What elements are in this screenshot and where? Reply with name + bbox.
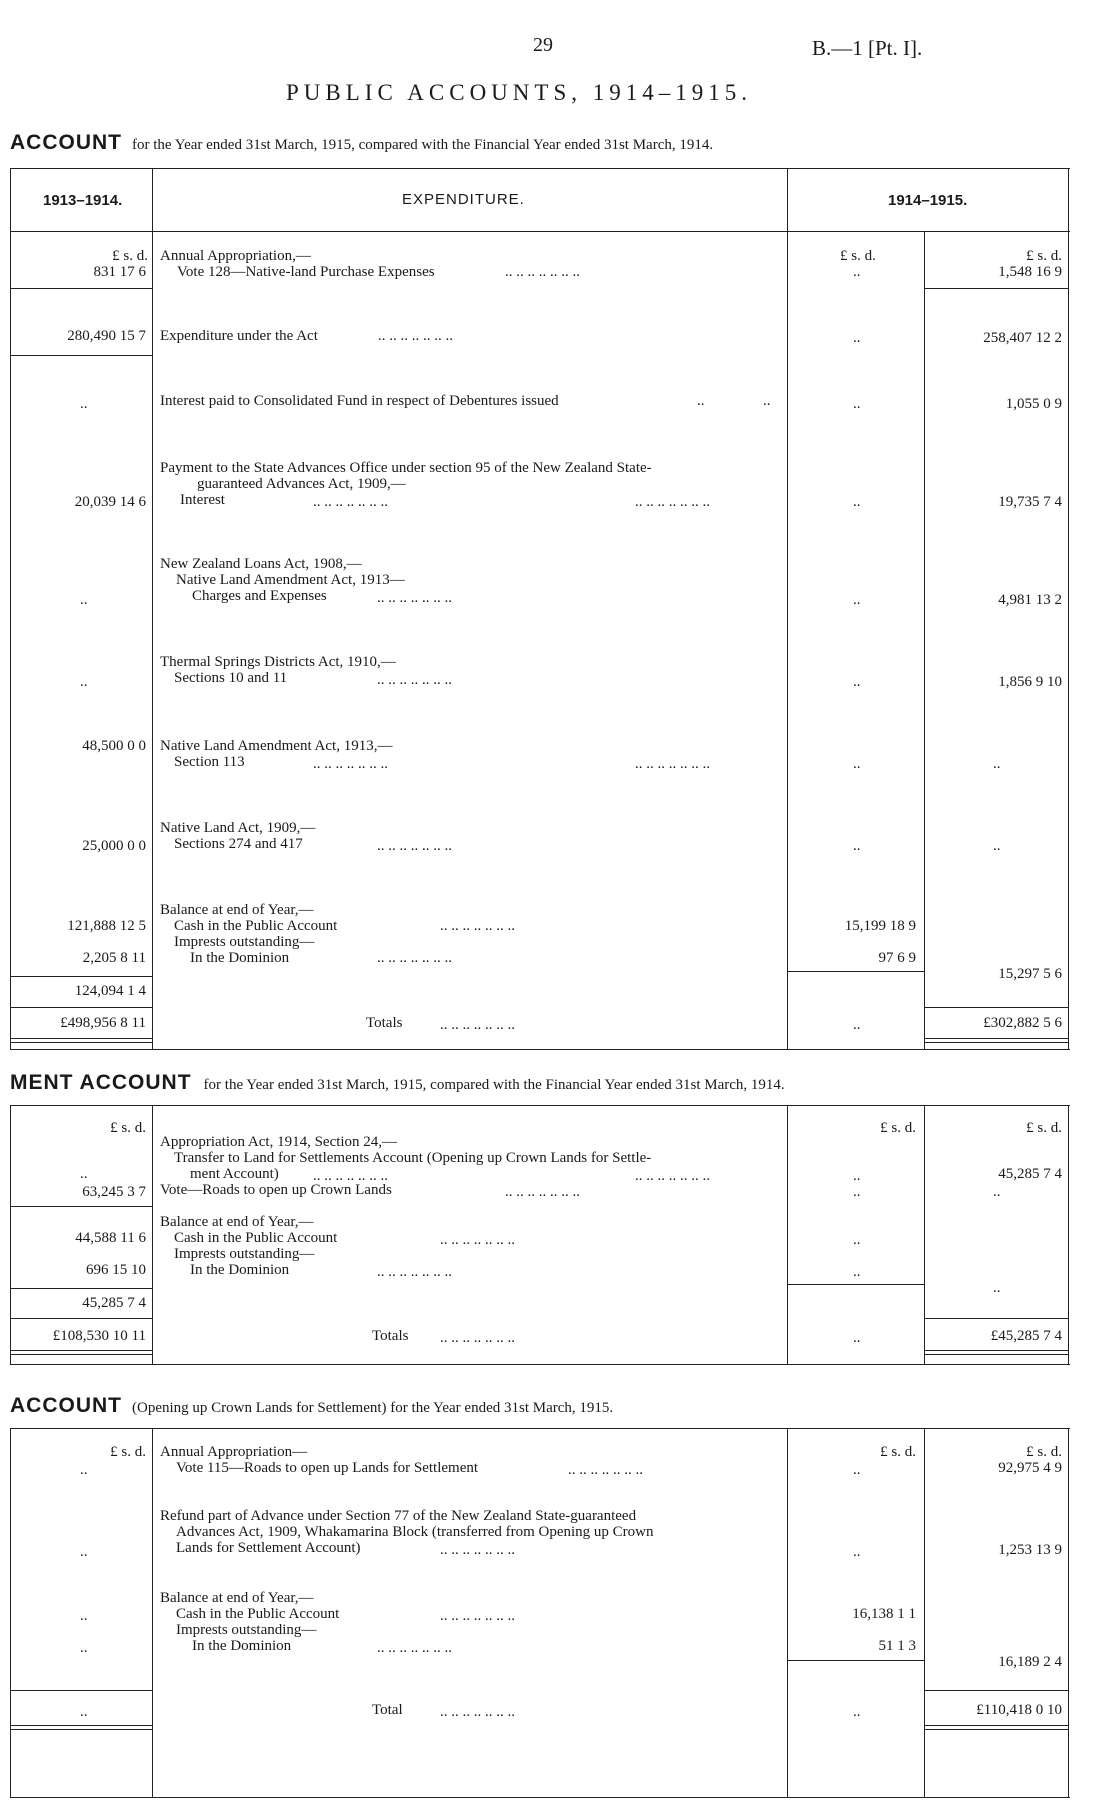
- s3-r3-mid2: 51 1 3: [878, 1638, 916, 1654]
- s1-r3-leader: ..: [697, 393, 705, 409]
- col-expenditure: EXPENDITURE.: [402, 191, 525, 208]
- s3-total-cur: £110,418 0 10: [976, 1702, 1062, 1718]
- s3-r3-leader2: .. .. .. .. .. .. ..: [377, 1640, 452, 1656]
- s2-mid-head: £ s. d.: [880, 1120, 916, 1136]
- s3-r2-line3: Lands for Settlement Account): [176, 1540, 361, 1556]
- section-1-subtitle: for the Year ended 31st March, 1915, compared with the Financial Year ended 31st March, 1914.: [132, 137, 714, 153]
- s1-r4-prev: 20,039 14 6: [74, 494, 146, 510]
- page-title: PUBLIC ACCOUNTS, 1914–1915.: [286, 80, 752, 105]
- s1-r4-leader: .. .. .. .. .. .. ..: [313, 494, 388, 510]
- s3-r1-leader: .. .. .. .. .. .. ..: [568, 1462, 643, 1478]
- section-1-title: ACCOUNT: [10, 131, 122, 154]
- mid-currency-head: £ s. d.: [840, 248, 876, 264]
- s3-r3-line3: Imprests outstanding—: [176, 1622, 317, 1638]
- s3-prev-head: £ s. d.: [110, 1444, 146, 1460]
- s1-r9-prev2: 2,205 8 11: [82, 950, 146, 966]
- s1-r7-line2: Section 113: [174, 754, 245, 770]
- s1-total-leader: .. .. .. .. .. .. ..: [440, 1017, 515, 1033]
- s1-r2-mid: ..: [853, 330, 861, 346]
- s2-r3-leader: .. .. .. .. .. .. ..: [440, 1232, 515, 1248]
- s2-r2-mid: ..: [853, 1184, 861, 1200]
- s2-r3-leader2: .. .. .. .. .. .. ..: [377, 1264, 452, 1280]
- s1-r4-cur: 19,735 7 4: [998, 494, 1062, 510]
- s3-r3-line2: Cash in the Public Account: [176, 1606, 340, 1622]
- s3-r1-cur: 92,975 4 9: [998, 1460, 1062, 1476]
- section-3-subtitle: (Opening up Crown Lands for Settlement) for the Year ended 31st March, 1915.: [132, 1400, 614, 1416]
- s1-r1-line2: Vote 128—Native-land Purchase Expenses: [177, 264, 435, 280]
- s1-r5-prev: ..: [80, 592, 88, 608]
- s1-r2-line1: Expenditure under the Act: [160, 328, 318, 344]
- s3-r2-cur: 1,253 13 9: [998, 1542, 1062, 1558]
- s2-r1-line1: Appropriation Act, 1914, Section 24,—: [160, 1134, 398, 1150]
- s1-r6-line2: Sections 10 and 11: [174, 670, 288, 686]
- s1-r9-line3: Imprests outstanding—: [174, 934, 315, 950]
- section-3-heading: [10, 1394, 613, 1418]
- s2-r1-leader2: .. .. .. .. .. .. ..: [635, 1168, 710, 1184]
- section-2-title: MENT ACCOUNT: [10, 1071, 192, 1094]
- s2-r3-cur: ..: [993, 1280, 1001, 1296]
- s2-r3-prev1: 44,588 11 6: [75, 1230, 146, 1246]
- s1-r4-line2: guaranteed Advances Act, 1909,—: [197, 476, 406, 492]
- s1-r9-line1: Balance at end of Year,—: [160, 902, 314, 918]
- s3-r3-prev1: ..: [80, 1608, 88, 1624]
- s3-r3-line4: In the Dominion: [192, 1638, 292, 1654]
- s2-r2-line1: Vote—Roads to open up Crown Lands: [160, 1182, 392, 1198]
- s1-r7-leader2: .. .. .. .. .. .. ..: [635, 756, 710, 772]
- s1-r5-line1: New Zealand Loans Act, 1908,—: [160, 556, 362, 572]
- s3-r3-line1: Balance at end of Year,—: [160, 1590, 314, 1606]
- s1-r9-cur: 15,297 5 6: [998, 966, 1062, 982]
- s3-r3-leader: .. .. .. .. .. .. ..: [440, 1608, 515, 1624]
- col-1914-1915: 1914–1915.: [888, 192, 968, 209]
- s1-r7-cur: ..: [993, 756, 1001, 772]
- s1-r8-cur: ..: [993, 838, 1001, 854]
- s1-r1-cur: 1,548 16 9: [998, 264, 1062, 280]
- section-2-heading: [10, 1071, 785, 1095]
- s1-r3-prev: ..: [80, 396, 88, 412]
- s2-total-label: Totals: [372, 1328, 409, 1344]
- s1-total-mid: ..: [853, 1017, 861, 1033]
- s1-r9-leader: .. .. .. .. .. .. ..: [440, 918, 515, 934]
- s1-r6-mid: ..: [853, 674, 861, 690]
- s1-r4-line1: Payment to the State Advances Office under section 95 of the New Zealand State-: [160, 460, 652, 476]
- s1-r4-mid: ..: [853, 494, 861, 510]
- s1-r1-line1: Annual Appropriation,—: [160, 248, 311, 264]
- s1-r9-prev-sum: 124,094 1 4: [74, 983, 146, 999]
- s1-r1-prev: 831 17 6: [93, 264, 146, 280]
- s3-r2-leader: .. .. .. .. .. .. ..: [440, 1542, 515, 1558]
- page-number: 29: [533, 34, 553, 56]
- s3-r2-prev: ..: [80, 1544, 88, 1560]
- s2-total-cur: £45,285 7 4: [990, 1328, 1062, 1344]
- s2-r2-leader: .. .. .. .. .. .. ..: [505, 1184, 580, 1200]
- s1-r8-prev: 25,000 0 0: [82, 838, 146, 854]
- s1-r1-leader: .. .. .. .. .. .. ..: [505, 264, 580, 280]
- s3-r2-line2: Advances Act, 1909, Whakamarina Block (transferred from Opening up Crown: [176, 1524, 654, 1540]
- s1-r6-leader: .. .. .. .. .. .. ..: [377, 672, 452, 688]
- s1-r2-leader: .. .. .. .. .. .. ..: [378, 328, 453, 344]
- s1-r1-mid: ..: [853, 264, 861, 280]
- page-reference: B.—1 [Pt. I].: [812, 36, 923, 60]
- s3-r3-cur: 16,189 2 4: [998, 1654, 1062, 1670]
- s2-total-mid: ..: [853, 1330, 861, 1346]
- s2-r3-mid1: ..: [853, 1232, 861, 1248]
- s1-r3-mid: ..: [853, 396, 861, 412]
- s3-r1-line2: Vote 115—Roads to open up Lands for Settlement: [176, 1460, 479, 1476]
- s1-r5-line2: Native Land Amendment Act, 1913—: [176, 572, 405, 588]
- s3-r1-prev: ..: [80, 1462, 88, 1478]
- s2-r1-leader: .. .. .. .. .. .. ..: [313, 1168, 388, 1184]
- s1-r6-cur: 1,856 9 10: [998, 674, 1062, 690]
- cur-currency-head: £ s. d.: [1026, 248, 1062, 264]
- s1-r5-cur: 4,981 13 2: [998, 592, 1062, 608]
- s1-r7-prev: 48,500 0 0: [82, 738, 146, 754]
- s1-r7-mid: ..: [853, 756, 861, 772]
- s3-r3-prev2: ..: [80, 1640, 88, 1656]
- s2-r1-cur: 45,285 7 4: [998, 1166, 1062, 1182]
- section-1-heading: [10, 131, 713, 155]
- s1-r9-mid2: 97 6 9: [878, 950, 916, 966]
- s1-r3-line1: Interest paid to Consolidated Fund in respect of Debentures issued: [160, 393, 559, 409]
- s2-total-prev: £108,530 10 11: [52, 1328, 146, 1344]
- s1-r6-line1: Thermal Springs Districts Act, 1910,—: [160, 654, 396, 670]
- section-3-title: ACCOUNT: [10, 1394, 122, 1417]
- s1-r3-cur: 1,055 0 9: [1005, 396, 1062, 412]
- s2-r3-line3: Imprests outstanding—: [174, 1246, 315, 1262]
- s3-mid-head: £ s. d.: [880, 1444, 916, 1460]
- s1-r9-leader2: .. .. .. .. .. .. ..: [377, 950, 452, 966]
- s2-r3-mid2: ..: [853, 1264, 861, 1280]
- s3-cur-head: £ s. d.: [1026, 1444, 1062, 1460]
- s1-r9-mid1: 15,199 18 9: [844, 918, 916, 934]
- s2-r1-prev: ..: [80, 1166, 88, 1182]
- s1-r7-leader: .. .. .. .. .. .. ..: [313, 756, 388, 772]
- s2-total-leader: .. .. .. .. .. .. ..: [440, 1330, 515, 1346]
- s1-r3-leader2: ..: [763, 393, 771, 409]
- s3-total-leader: .. .. .. .. .. .. ..: [440, 1704, 515, 1720]
- s3-r1-line1: Annual Appropriation—: [160, 1444, 308, 1460]
- s2-r1-line2: Transfer to Land for Settlements Account (Opening up Crown Lands for Settle-: [174, 1150, 652, 1166]
- s3-r2-line1: Refund part of Advance under Section 77 of the New Zealand State-guaranteed: [160, 1508, 637, 1524]
- prev-currency-head: £ s. d.: [112, 248, 148, 264]
- s2-r3-line2: Cash in the Public Account: [174, 1230, 338, 1246]
- s2-r3-line4: In the Dominion: [190, 1262, 290, 1278]
- s2-r3-prev-sum: 45,285 7 4: [82, 1295, 146, 1311]
- s3-total-mid: ..: [853, 1704, 861, 1720]
- s1-r7-line1: Native Land Amendment Act, 1913,—: [160, 738, 393, 754]
- s1-r9-line2: Cash in the Public Account: [174, 918, 338, 934]
- s3-r2-mid: ..: [853, 1544, 861, 1560]
- s1-r5-line3: Charges and Expenses: [192, 588, 327, 604]
- section-2-subtitle: for the Year ended 31st March, 1915, compared with the Financial Year ended 31st March, 1914.: [203, 1077, 785, 1093]
- s1-r6-prev: ..: [80, 674, 88, 690]
- s2-prev-head: £ s. d.: [110, 1120, 146, 1136]
- s1-r8-line2: Sections 274 and 417: [174, 836, 303, 852]
- s3-total-prev: ..: [80, 1704, 88, 1720]
- s1-total-prev: £498,956 8 11: [60, 1015, 146, 1031]
- s1-r8-mid: ..: [853, 838, 861, 854]
- s1-r5-mid: ..: [853, 592, 861, 608]
- s2-r1-line3: ment Account): [190, 1166, 279, 1182]
- s3-r3-mid1: 16,138 1 1: [852, 1606, 916, 1622]
- s1-total-label: Totals: [366, 1015, 403, 1031]
- s1-r9-prev1: 121,888 12 5: [67, 918, 146, 934]
- s3-r1-mid: ..: [853, 1462, 861, 1478]
- s1-total-cur: £302,882 5 6: [983, 1015, 1062, 1031]
- s1-r4-leader2: .. .. .. .. .. .. ..: [635, 494, 710, 510]
- s2-r2-cur: ..: [993, 1184, 1001, 1200]
- s1-r8-leader: .. .. .. .. .. .. ..: [377, 838, 452, 854]
- s1-r8-line1: Native Land Act, 1909,—: [160, 820, 316, 836]
- s2-r3-prev2: 696 15 10: [86, 1262, 146, 1278]
- s2-r3-line1: Balance at end of Year,—: [160, 1214, 314, 1230]
- s2-cur-head: £ s. d.: [1026, 1120, 1062, 1136]
- s2-r2-prev: 63,245 3 7: [82, 1184, 146, 1200]
- s1-r4-line3: Interest: [180, 492, 225, 508]
- s1-r9-line4: In the Dominion: [190, 950, 290, 966]
- s1-r2-prev: 280,490 15 7: [67, 328, 146, 344]
- s3-total-label: Total: [372, 1702, 403, 1718]
- col-1913-1914: 1913–1914.: [43, 192, 123, 209]
- s1-r5-leader: .. .. .. .. .. .. ..: [377, 590, 452, 606]
- s1-r2-cur: 258,407 12 2: [983, 330, 1062, 346]
- s2-r1-mid: ..: [853, 1168, 861, 1184]
